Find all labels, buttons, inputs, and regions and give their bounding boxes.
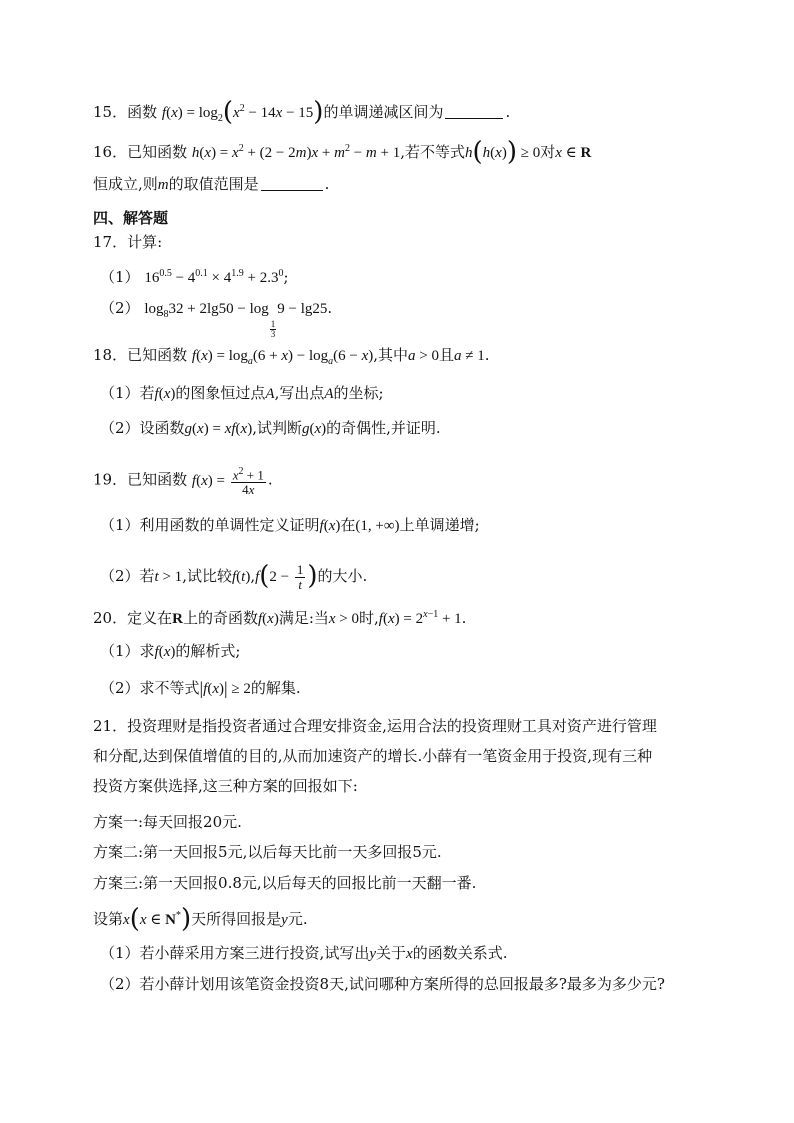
question-17: 17．计算: xyxy=(93,233,163,251)
option-2: 方案二:第一天回报5元,以后每天比前一天多回报5元. xyxy=(93,843,442,861)
question-20-part1: （1）求f(x)的解析式; xyxy=(100,642,241,660)
question-19-part2: （2）若t > 1,试比较f(t),f(2 − $\frac{1}{t}$ )的大小. xyxy=(100,560,368,592)
question-21-line2: 和分配,达到保值增值的目的,从而加速资产的增长.小薛有一笔资金用于投资,现有三种 xyxy=(93,747,653,765)
question-21-part2: （2）若小薛计划用该笔资金投资8天,试问哪种方案所得的总回报最多?最多为多少元? xyxy=(100,975,665,993)
formula-q19: f(x) = $\frac{x^2 + 1}{4x}$ xyxy=(191,466,264,498)
question-21-line3: 投资方案供选择,这三种方案的回报如下: xyxy=(93,777,358,795)
question-19: 19．已知函数 f(x) = $\frac{x^2 + 1}{4x}$ . xyxy=(93,466,273,498)
option-1: 方案一:每天回报20元. xyxy=(93,813,242,831)
answer-blank xyxy=(261,176,323,191)
formula-q20: $f(x) = 2^{x-1} + 1$ xyxy=(378,609,462,627)
formula-q18: $f(x) = \log_a(6 + x) - \log_a(6 - x)$ xyxy=(191,348,374,367)
answer-blank xyxy=(445,104,503,119)
question-18: 18．已知函数 $f(x) = \log_a(6 + x) - \log_a(6 - x)$,其中a > 0且a ≠ 1. xyxy=(93,346,490,367)
question-20: 20．定义在R上的奇函数f(x)满足:当x > 0时$,f(x) = 2^{x-1} + 1$. xyxy=(93,609,467,627)
question-16-line2: 恒成立,则m的取值范围是 . xyxy=(93,175,330,193)
question-19-part1: （1）利用函数的单调性定义证明f(x)在(1, +∞)上单调递增; xyxy=(100,516,480,534)
section-title: 四、解答题 xyxy=(93,209,169,227)
question-18-part1: （1）若f(x)的图象恒过点A,写出点A的坐标; xyxy=(100,384,384,402)
question-21-setup: 设第x(x ∈ N*)天所得回报是y元. xyxy=(93,904,308,934)
question-15: 15．函数 $f(x) = \log_2(x^2 - 14x - 15)$的单调递减区间为 . xyxy=(93,97,511,127)
question-16: 16．已知函数 $h(x) = x^2 + (2 - 2m)x + m^2 - m + 1$,若不等式h(h(x)) ≥ 0对x ∈ R xyxy=(93,137,592,167)
option-3: 方案三:第一天回报0.8元,以后每天的回报比前一天翻一番. xyxy=(93,874,477,892)
question-18-part2: （2）设函数g(x) = xf(x),试判断g(x)的奇偶性,并证明. xyxy=(100,419,441,437)
formula-q16: $h(x) = x^2 + (2 - 2m)x + m^2 - m + 1$ xyxy=(191,143,401,161)
formula-q15: $f(x) = \log_2(x^2 - 14x - 15)$ xyxy=(161,97,324,127)
question-17-part2: （2） $\log_832 + 2\lg 50 - \log$ $\frac{1}{3}$ 9 − lg25. xyxy=(100,299,333,339)
question-20-part2: （2）求不等式|f(x)| ≥ 2的解集. xyxy=(100,678,301,698)
question-21-line1: 21．投资理财是指投资者通过合理安排资金,运用合法的投资理财工具对资产进行管理 xyxy=(93,717,657,735)
question-21-part1: （1）若小薛采用方案三进行投资,试写出y关于x的函数关系式. xyxy=(100,944,508,962)
question-17-part1: （1） $16^{0.5} - 4^{0.1} \times 4^{1.9} + 2.3^0$; xyxy=(100,268,289,286)
formula-q17-2: $\log_832 + 2\lg 50 - \log$ $\frac{1}{3}$ 9 − lg25 xyxy=(144,301,328,339)
formula-q17-1: $16^{0.5} - 4^{0.1} \times 4^{1.9} + 2.3^0$ xyxy=(144,268,284,286)
